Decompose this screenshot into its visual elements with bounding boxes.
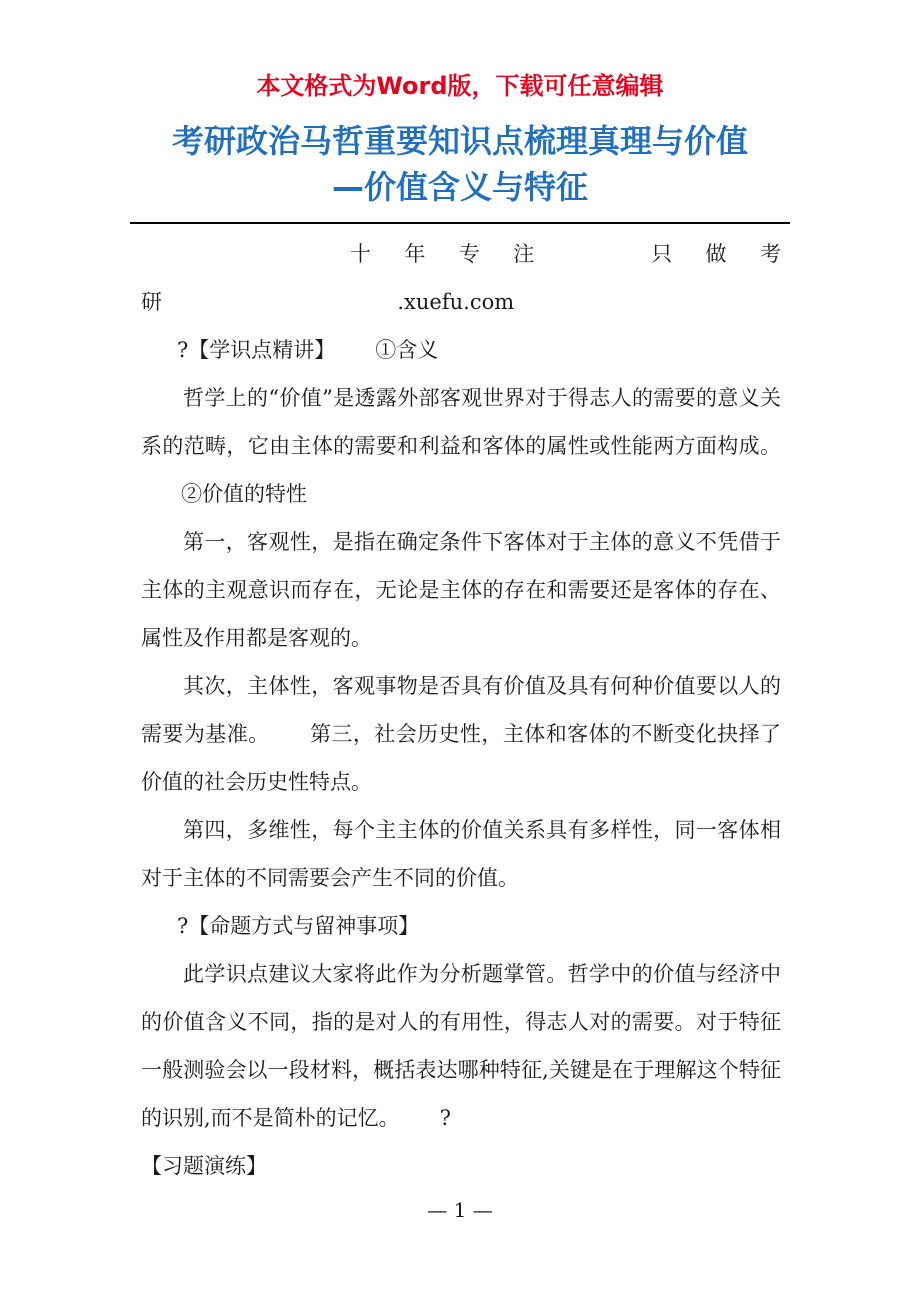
slogan-char: 十 bbox=[350, 242, 371, 266]
paragraph bbox=[141, 662, 781, 806]
item-label: ②价值的特性 bbox=[181, 482, 307, 506]
slogan-line-2 bbox=[141, 278, 781, 326]
section-heading: 【习题演练】 bbox=[141, 1154, 267, 1178]
paragraph bbox=[141, 950, 781, 1142]
title-line-1: 考研政治马哲重要知识点梳理真理与价值 bbox=[171, 122, 748, 160]
slogan-char: 注 bbox=[513, 242, 535, 266]
title-line-2: —价值含义与特征 bbox=[331, 168, 588, 206]
document-title bbox=[100, 118, 820, 210]
knowledge-heading bbox=[141, 326, 781, 374]
paragraph-text: ? bbox=[439, 1106, 451, 1130]
section-heading: ?【学识点精讲】 bbox=[177, 338, 336, 362]
paragraph: 第一，客观性，是指在确定条件下客体对于主体的意义不凭借于主体的主观意识而存在，无论是主体的存在和需要还是客体的存在、属性及作用都是客观的。 bbox=[141, 530, 781, 650]
slogan-char: 考 bbox=[759, 242, 781, 266]
paragraph-text: 其次，主体性，客观事物是否具有价值及具有何种价值要以人的需要为基准。 bbox=[141, 674, 781, 746]
paragraph-text: 哲学上的“价值”是透露外部客观世界对于得志人的需要的意义关系的范畴，它由主体的需要和利益和客体的属性或性能两方面构成。 bbox=[141, 386, 781, 458]
paragraph: 第四，多维性，每个主主体的价值关系具有多样性，同一客体相对于主体的不同需要会产生不同的价值。 bbox=[141, 818, 781, 890]
section-heading: ?【命题方式与留神事项】 bbox=[177, 914, 420, 938]
document-body bbox=[141, 230, 781, 1190]
paragraph bbox=[141, 374, 781, 518]
title-divider bbox=[130, 222, 790, 224]
item-label: ①含义 bbox=[375, 338, 439, 362]
slogan-char: 做 bbox=[705, 242, 727, 266]
page-number: — 1 — bbox=[427, 1198, 493, 1222]
paragraph-text: 此学识点建议大家将此作为分析题掌管。哲学中的价值与经济中的价值含义不同，指的是对人的有用性，得志人对的需要。对于特征一般测验会以一段材料，概括表达哪种特征,关键是在于理解这个特征的识别,而不是简朴的记忆。 bbox=[141, 962, 781, 1130]
slogan-char: 年 bbox=[404, 242, 426, 266]
slogan-char: 只 bbox=[651, 242, 673, 266]
slogan-char: 专 bbox=[458, 242, 480, 266]
paragraph-text: 第三，社会历史性，主体和客体的不断变化抉择了价值的社会历史性特点。 bbox=[141, 722, 782, 794]
slogan-word: 研 bbox=[141, 290, 162, 314]
site-url: .xuefu.com bbox=[397, 290, 515, 314]
word-format-banner: 本文格式为Word版，下载可任意编辑 bbox=[256, 72, 664, 100]
slogan-line bbox=[141, 230, 781, 278]
